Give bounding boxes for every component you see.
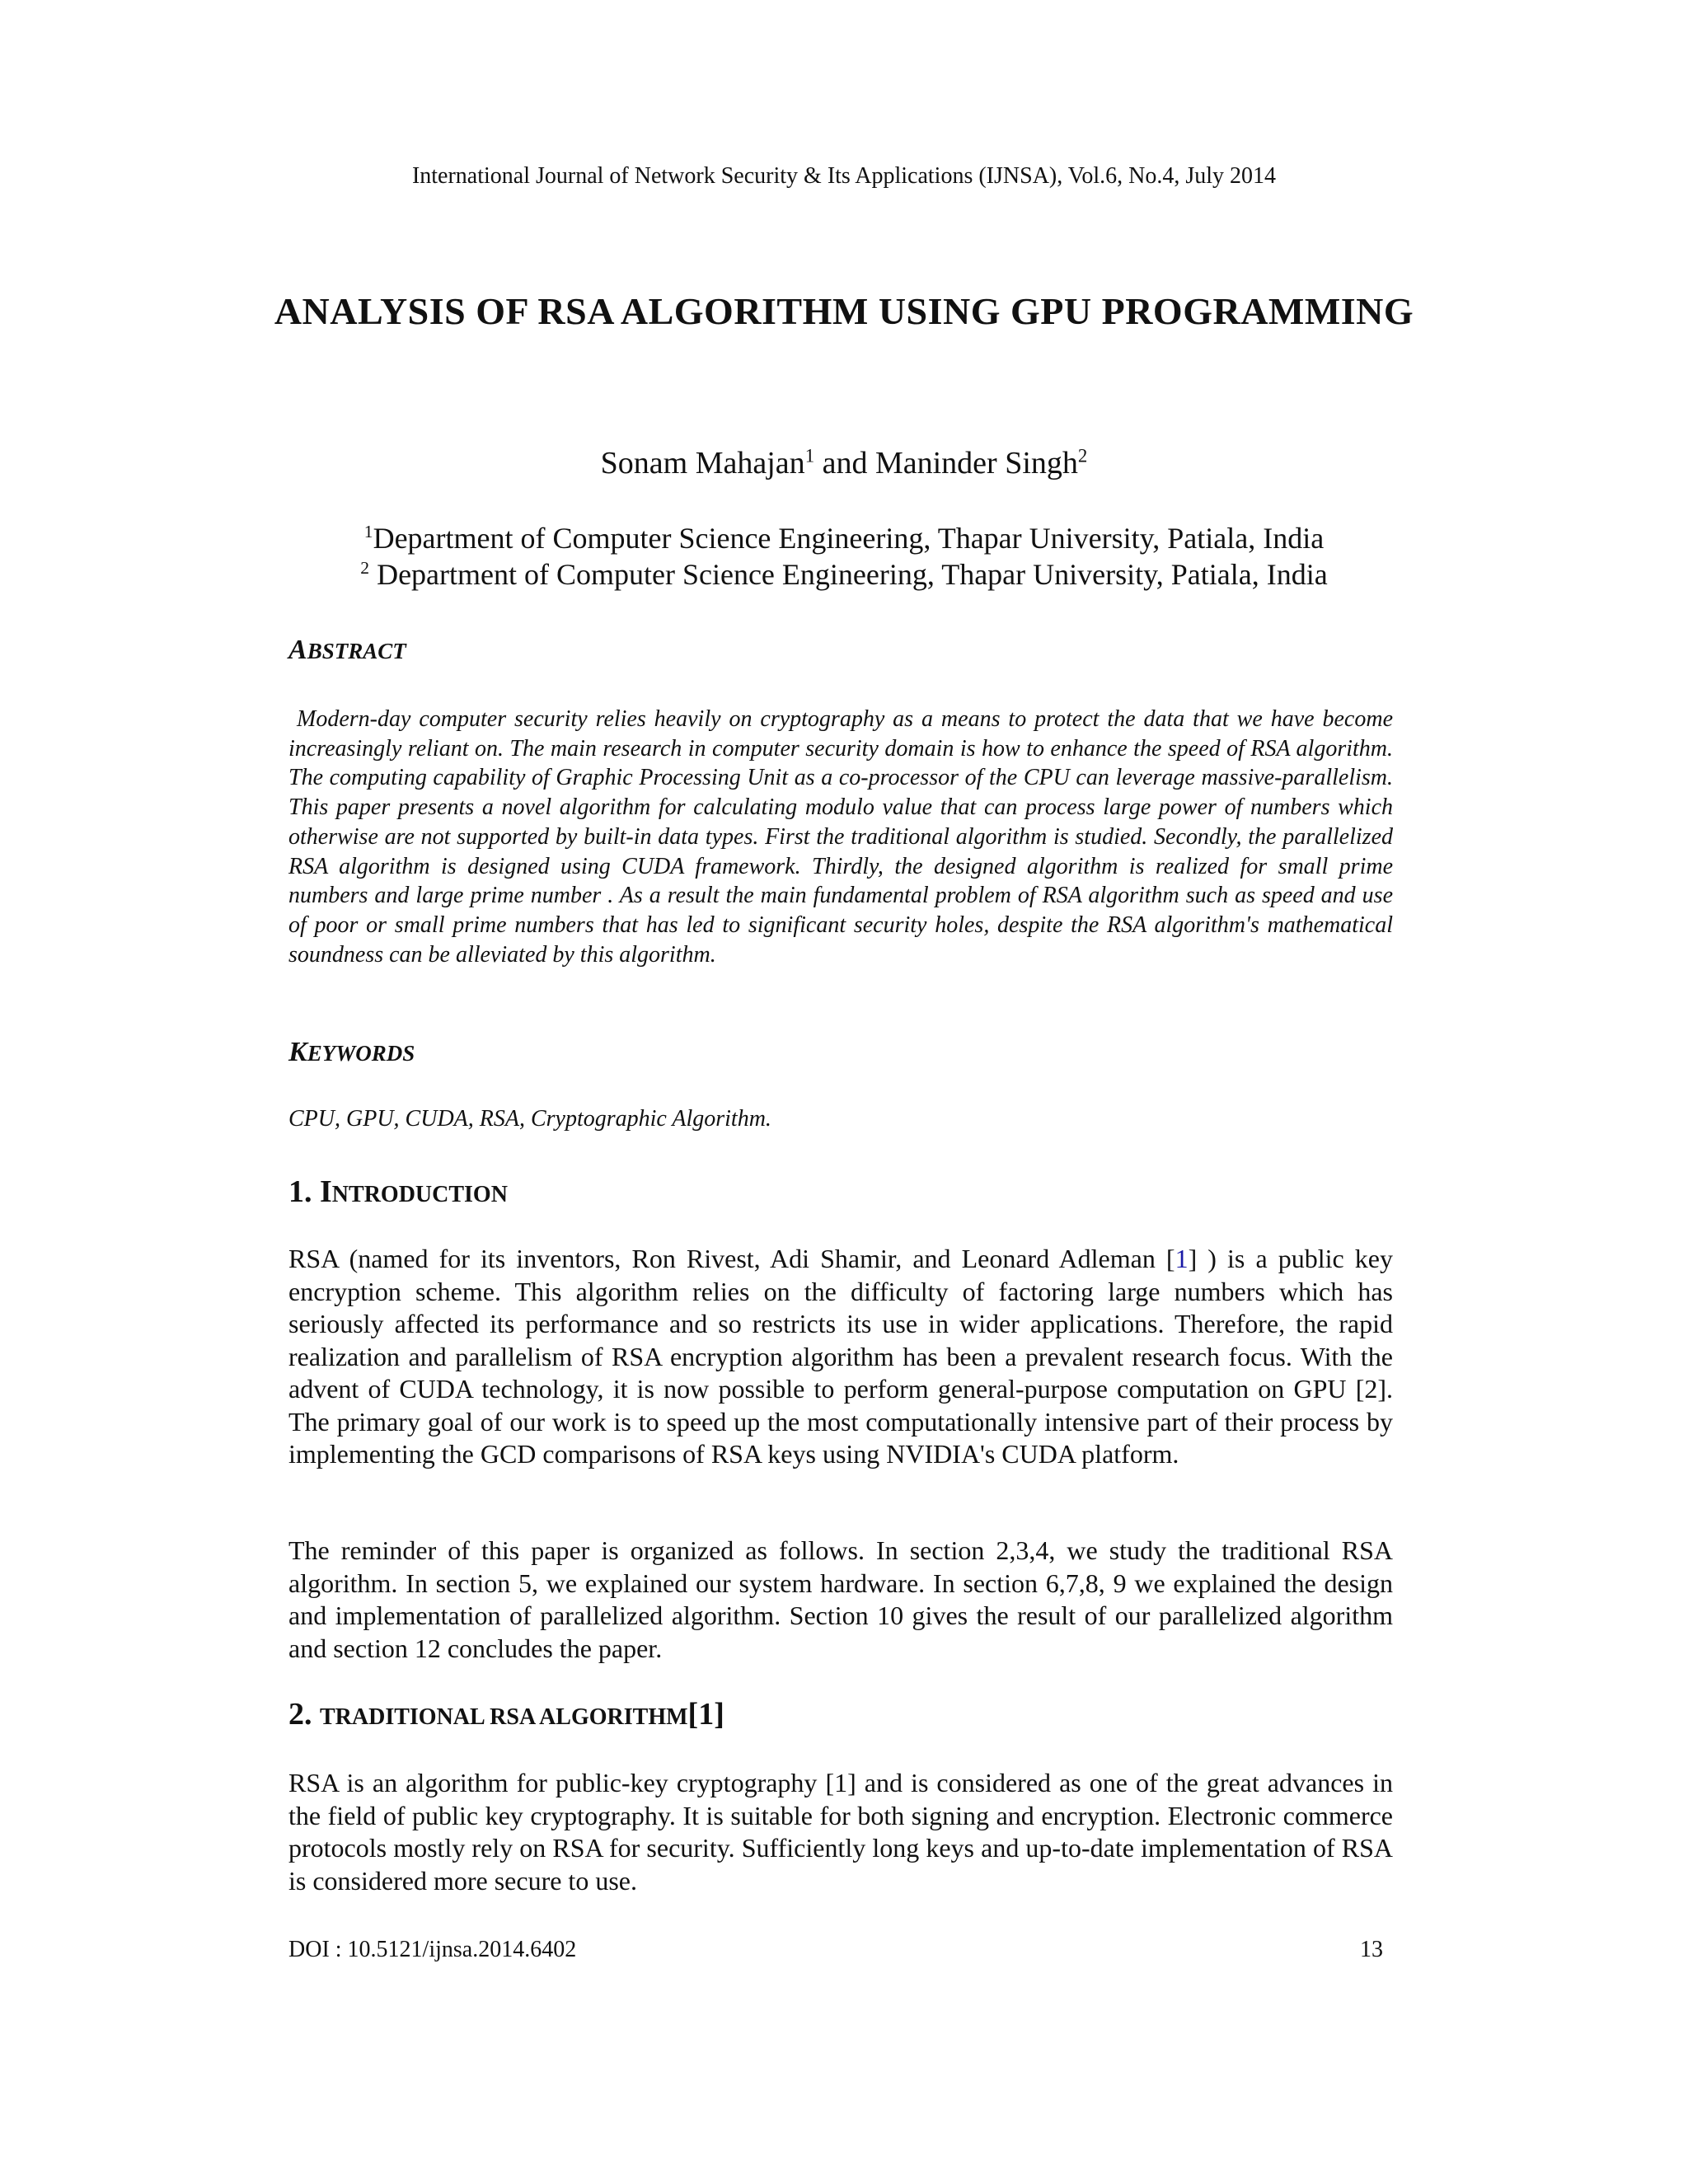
section-1-number: 1. <box>288 1174 312 1209</box>
affiliation-2 <box>0 557 1688 592</box>
author-conjunction: and <box>814 446 875 480</box>
author-1: Sonam Mahajan <box>600 446 805 480</box>
intro-paragraph-2: The reminder of this paper is organized as follows. In section 2,3,4, we study the traditional RSA algorithm. In section 5, we explained our system hardware. In section 6,7,8, 9 we explained the design and implementation of parallelized algorithm. Section 10 gives the result of our parallelized algorithm and section 12 concludes the paper. <box>288 1535 1393 1663</box>
citation-link-1[interactable]: 1 <box>1175 1244 1189 1273</box>
affiliation-1 <box>0 521 1688 555</box>
author-line <box>0 445 1688 481</box>
author-1-affil-mark: 1 <box>804 445 815 466</box>
affiliation-1-mark: 1 <box>363 522 373 541</box>
running-header: International Journal of Network Security & Its Applications (IJNSA), Vol.6, No.4, July 2014 <box>411 163 1277 189</box>
section-1-heading-rest: NTRODUCTION <box>331 1182 508 1207</box>
author-2: Maninder Singh <box>874 446 1078 480</box>
author-2-affil-mark: 2 <box>1077 445 1088 466</box>
affiliation-1-text: Department of Computer Science Engineering, Thapar University, Patiala, India <box>373 522 1325 555</box>
intro-p1-text-b: ] ) is a public key encryption scheme. This algorithm relies on the difficulty of factoring large numbers which has seriously affected its performance and so restricts its use in wider applications. Therefore, the rapid realization and parallelism of RSA encryption algorithm has been a prevalent research focus. With the advent of CUDA technology, it is now possible to perform general-purpose computation on GPU [2]. The primary goal of our work is to speed up the most computationally intensive part of their process by implementing the GCD comparisons of RSA keys using NVIDIA's CUDA platform. <box>288 1244 1394 1469</box>
page-number: 13 <box>1360 1937 1383 1962</box>
section-2-heading-ref: [1] <box>687 1697 724 1732</box>
paper-title: ANALYSIS OF RSA ALGORITHM USING GPU PROGRAMMING <box>274 290 1414 332</box>
keywords-heading-rest: EYWORDS <box>307 1041 415 1066</box>
abstract-heading <box>288 635 1393 666</box>
keywords-list: CPU, GPU, CUDA, RSA, Cryptographic Algorithm. <box>288 1106 771 1132</box>
section-2-heading <box>288 1696 1393 1732</box>
intro-p1-text-a: RSA (named for its inventors, Ron Rivest, Adi Shamir, and Leonard Adleman [ <box>288 1244 1175 1273</box>
section-2-heading-text: TRADITIONAL RSA ALGORITHM <box>320 1704 688 1730</box>
abstract-heading-initial: A <box>288 635 307 665</box>
section-2-paragraph-1: RSA is an algorithm for public-key cryptography [1] and is considered as one of the great advances in the field of public key cryptography. It is suitable for both signing and encryption. Electronic commerce protocols mostly rely on RSA for security. Sufficiently long keys and up-to-date implementation of RSA is considered more secure to use. <box>288 1768 1393 1896</box>
affiliation-2-text: Department of Computer Science Engineering, Thapar University, Patiala, India <box>369 558 1328 591</box>
intro-paragraph-1 <box>288 1243 1393 1471</box>
keywords-heading <box>288 1037 1393 1068</box>
keywords-heading-initial: K <box>288 1037 307 1067</box>
abstract-body: Modern-day computer security relies heavily on cryptography as a means to protect the data that we have become increasingly reliant on. The main research in computer security domain is how to enhance the speed of RSA algorithm. The computing capability of Graphic Processing Unit as a co-processor of the CPU can leverage massive-parallelism. This paper presents a novel algorithm for calculating modulo value that can process large power of numbers which otherwise are not supported by built-in data types. First the traditional algorithm is studied. Secondly, the parallelized RSA algorithm is designed using CUDA framework. Thirdly, the designed algorithm is realized for small prime numbers and large prime number . As a result the main fundamental problem of RSA algorithm such as speed and use of poor or small prime numbers that has led to significant security holes, despite the RSA algorithm's mathematical soundness can be alleviated by this algorithm. <box>288 706 1393 968</box>
section-1-heading-initial: I <box>320 1174 332 1209</box>
affiliation-2-mark: 2 <box>360 558 370 578</box>
footer-doi: DOI : 10.5121/ijnsa.2014.6402 <box>288 1937 577 1962</box>
section-2-number: 2. <box>288 1697 312 1732</box>
section-1-heading <box>288 1174 1393 1210</box>
abstract-heading-rest: BSTRACT <box>307 639 406 663</box>
